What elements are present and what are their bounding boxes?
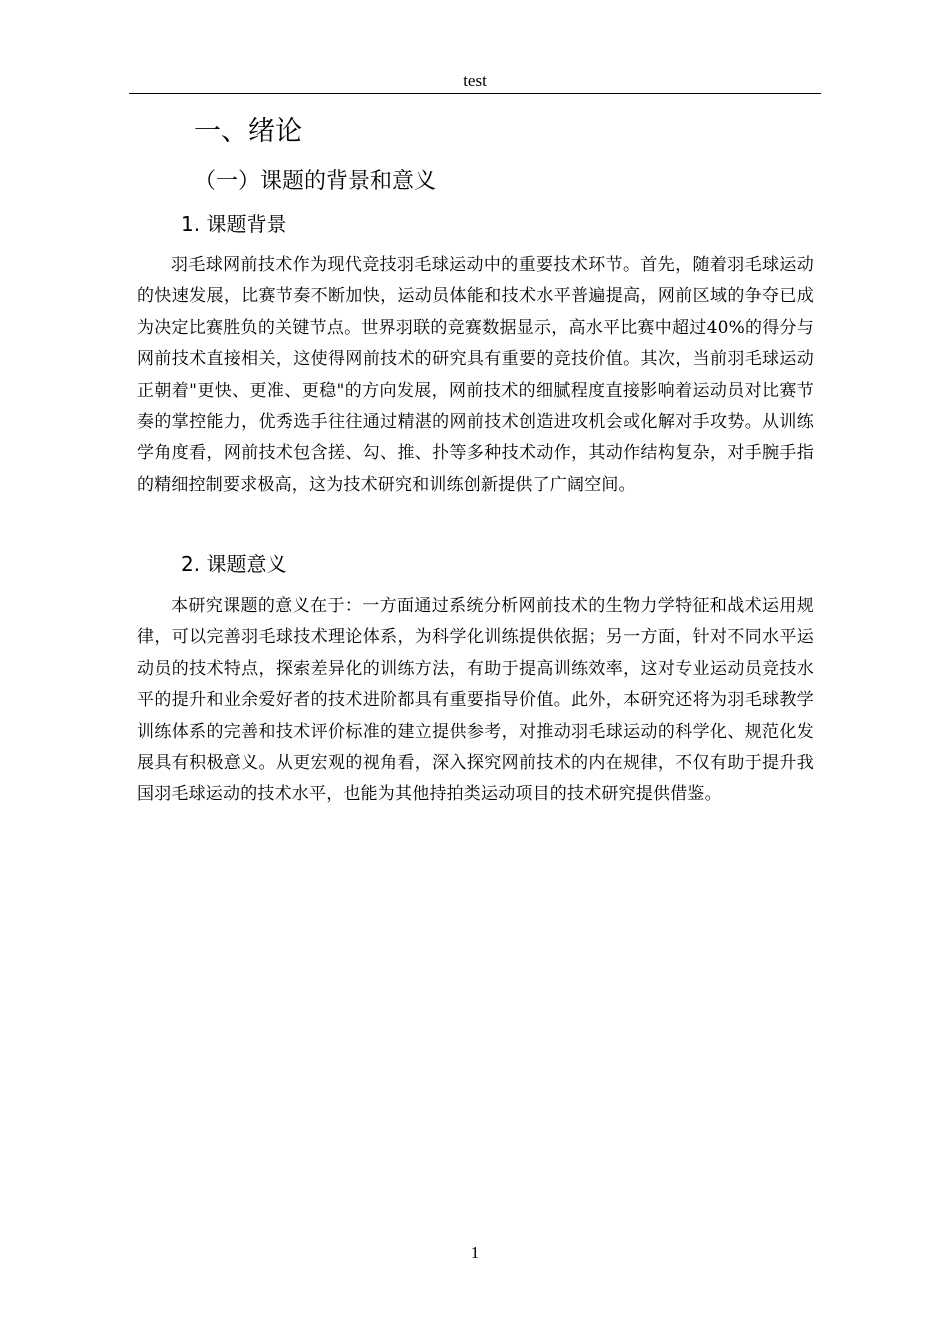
- subsection-title-background: 1. 课题背景: [181, 212, 287, 236]
- page-number: 1: [470, 1243, 480, 1262]
- paragraph-significance: 本研究课题的意义在于：一方面通过系统分析网前技术的生物力学特征和战术运用规律，可以完善羽毛球技术理论体系，为科学化训练提供依据；另一方面，针对不同水平运动员的技术特点，探索差异化的训练方法，有助于提高训练效率，这对专业运动员竞技水平的提升和业余爱好者的技术进阶都具有重要指导价值。此外，本研究还将为羽毛球教学训练体系的完善和技术评价标准的建立提供参考，对推动羽毛球运动的科学化、规范化发展具有积极意义。从更宏观的视角看，深入探究网前技术的内在规律，不仅有助于提升我国羽毛球运动的技术水平，也能为其他持拍类运动项目的技术研究提供借鉴。: [137, 596, 814, 805]
- chapter-title: 一、绪论: [194, 116, 302, 147]
- subsection-title-significance: 2. 课题意义: [181, 552, 287, 576]
- header-divider: [129, 93, 821, 94]
- paragraph-background: 羽毛球网前技术作为现代竞技羽毛球运动中的重要技术环节。首先，随着羽毛球运动的快速发展，比赛节奏不断加快，运动员体能和技术水平普遍提高，网前区域的争夺已成为决定比赛胜负的关键节点。世界羽联的竞赛数据显示，高水平比赛中超过40%的得分与网前技术直接相关，这使得网前技术的研究具有重要的竞技价值。其次，当前羽毛球运动正朝着"更快、更准、更稳"的方向发展，网前技术的细腻程度直接影响着运动员对比赛节奏的掌控能力，优秀选手往往通过精湛的网前技术创造进攻机会或化解对手攻势。从训练学角度看，网前技术包含搓、勾、推、扑等多种技术动作，其动作结构复杂，对手腕手指的精细控制要求极高，这为技术研究和训练创新提供了广阔空间。: [137, 255, 814, 495]
- section-title: （一）课题的背景和意义: [194, 169, 437, 194]
- page-header: test: [463, 71, 487, 90]
